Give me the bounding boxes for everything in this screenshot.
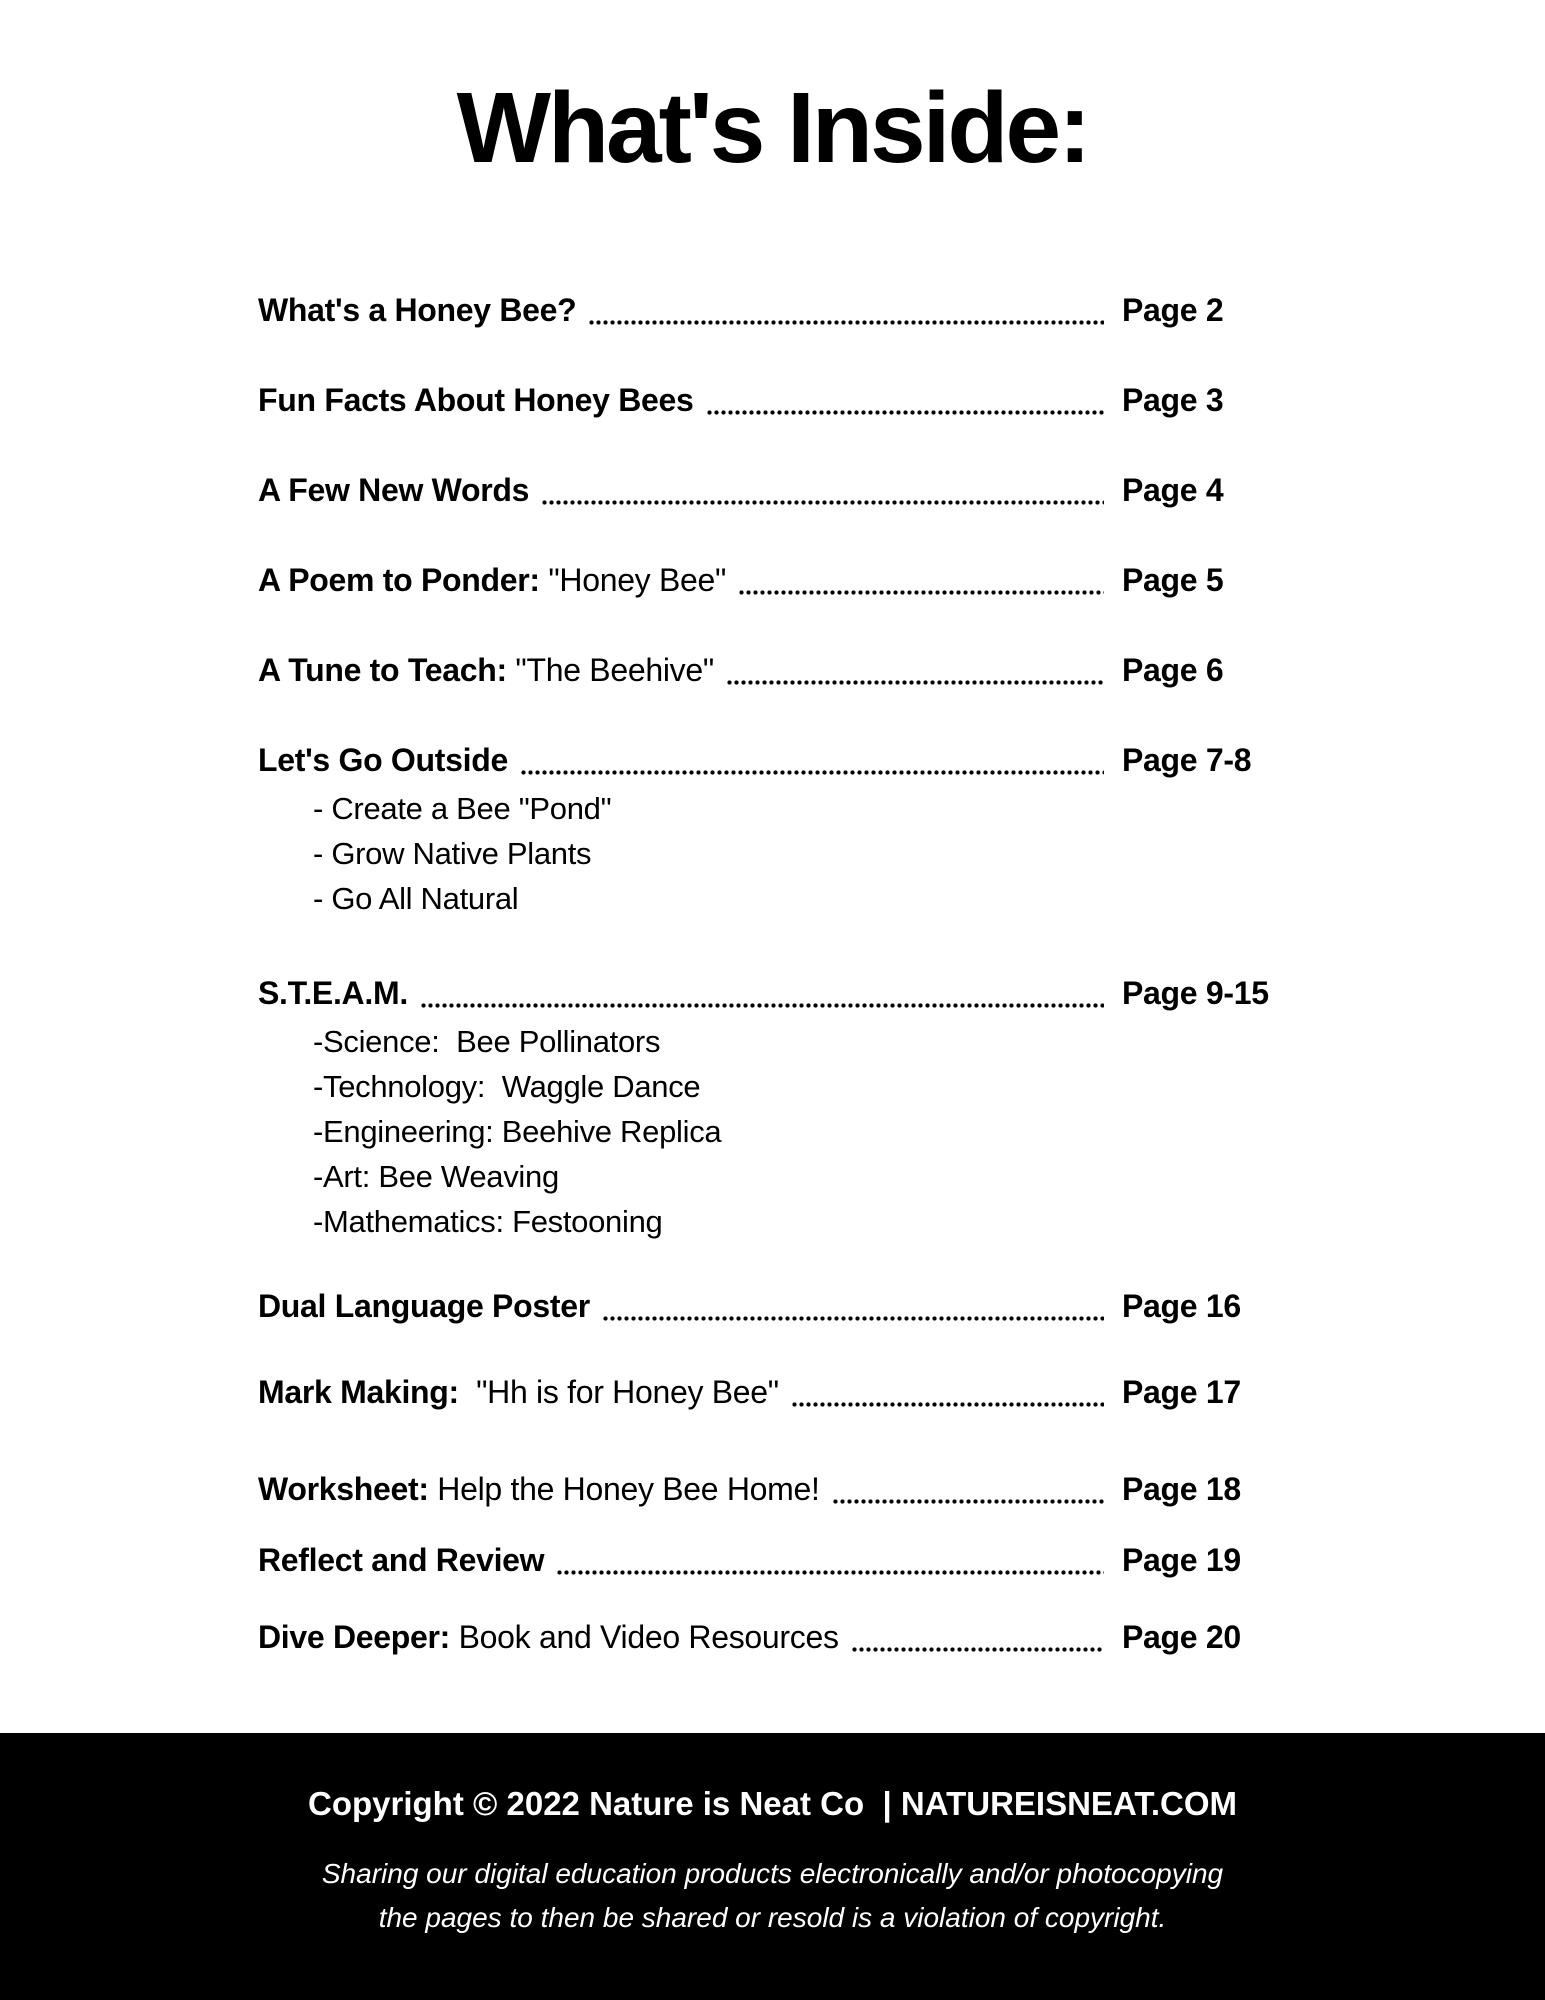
dot-leader: [706, 410, 1104, 415]
toc-entry-page: Page 2: [1122, 292, 1224, 328]
toc-entry: [258, 1284, 1302, 1329]
toc-entry-label-bold: A Few New Words: [258, 472, 530, 508]
toc-entry-label: [258, 971, 408, 1016]
toc-sub-item: - Create a Bee "Pond": [313, 791, 612, 826]
copyright-footer: [0, 1733, 1545, 2000]
toc-entry-group: [258, 738, 1302, 921]
toc-entry-label-normal: Book and Video Resources: [450, 1619, 839, 1655]
toc-entry-label-normal: Help the Honey Bee Home!: [428, 1471, 820, 1507]
toc-entry-label-normal: "The Beehive": [506, 652, 714, 688]
toc-entry-label: [258, 1370, 779, 1415]
toc-entry-label-bold: Mark Making:: [258, 1374, 459, 1410]
dot-leader: [556, 1570, 1104, 1575]
toc-entry-label: [258, 1615, 839, 1660]
table-of-contents: [258, 288, 1302, 1660]
toc-entry-page: Page 6: [1122, 652, 1224, 688]
toc-entry-label: [258, 1538, 544, 1583]
toc-entry-page: Page 18: [1122, 1471, 1241, 1507]
toc-entry-label-normal: "Honey Bee": [539, 562, 727, 598]
dot-leader: [851, 1647, 1104, 1652]
toc-entry-label: [258, 648, 714, 693]
toc-entry-page: Page 16: [1122, 1288, 1241, 1324]
toc-entry-page: Page 17: [1122, 1374, 1241, 1410]
toc-sub-item: -Mathematics: Festooning: [313, 1204, 663, 1239]
toc-sub-list: [313, 786, 1302, 921]
page-title: What's Inside:: [456, 72, 1089, 184]
toc-entry-label-bold: Fun Facts About Honey Bees: [258, 382, 694, 418]
dot-leader: [588, 320, 1104, 325]
toc-sub-item: -Engineering: Beehive Replica: [313, 1114, 722, 1149]
toc-sub-item: - Grow Native Plants: [313, 836, 592, 871]
toc-entry-page: Page 4: [1122, 472, 1224, 508]
toc-entry-label-bold: Dive Deeper:: [258, 1619, 451, 1655]
toc-sub-item: -Science: Bee Pollinators: [313, 1024, 661, 1059]
toc-entry: [258, 738, 1302, 783]
toc-entry-label-bold: A Tune to Teach:: [258, 652, 507, 688]
toc-entry: [258, 378, 1302, 423]
toc-sub-item: -Art: Bee Weaving: [313, 1159, 559, 1194]
copyright-line: Copyright © 2022 Nature is Neat Co | NATUREISNEAT.COM: [308, 1785, 1237, 1822]
toc-entry-page: Page 19: [1122, 1542, 1241, 1578]
toc-entry-label: [258, 468, 529, 513]
toc-entry: [258, 1538, 1302, 1583]
toc-entry-label-bold: Dual Language Poster: [258, 1288, 590, 1324]
toc-entry: [258, 288, 1302, 333]
disclaimer-line-1: Sharing our digital education products electronically and/or photocopying: [321, 1858, 1224, 1889]
dot-leader: [832, 1499, 1104, 1504]
toc-entry-label-bold: S.T.E.A.M.: [258, 975, 408, 1011]
dot-leader: [602, 1316, 1104, 1321]
toc-sub-item: -Technology: Waggle Dance: [313, 1069, 701, 1104]
toc-entry-page: Page 3: [1122, 382, 1224, 418]
toc-entry-label: [258, 738, 508, 783]
dot-leader: [726, 680, 1104, 685]
toc-entry-page: Page 5: [1122, 562, 1224, 598]
toc-entry-label-bold: What's a Honey Bee?: [258, 292, 577, 328]
toc-entry: [258, 1370, 1302, 1415]
toc-entry-group: [258, 971, 1302, 1244]
toc-entry: [258, 971, 1302, 1016]
toc-entry-label-bold: Worksheet:: [258, 1471, 429, 1507]
disclaimer-line-2: the pages to then be shared or resold is a violation of copyright.: [378, 1902, 1167, 1933]
toc-entry: [258, 648, 1302, 693]
toc-entry-label: [258, 378, 694, 423]
dot-leader: [541, 500, 1104, 505]
toc-entry-label-normal: "Hh is for Honey Bee": [458, 1374, 779, 1410]
toc-entry-page: Page 9-15: [1122, 975, 1269, 1011]
toc-sub-list: [313, 1019, 1302, 1244]
dot-leader: [791, 1402, 1104, 1407]
toc-entry-page: Page 20: [1122, 1619, 1241, 1655]
toc-entry: [258, 1467, 1302, 1512]
toc-entry-page: Page 7-8: [1122, 742, 1252, 778]
toc-entry-label-bold: Let's Go Outside: [258, 742, 508, 778]
toc-sub-item: - Go All Natural: [313, 881, 519, 916]
toc-entry: [258, 1615, 1302, 1660]
dot-leader: [520, 770, 1104, 775]
toc-entry-label: [258, 1284, 590, 1329]
toc-entry-label: [258, 558, 726, 603]
toc-entry-label-bold: A Poem to Ponder:: [258, 562, 540, 598]
toc-entry-label-bold: Reflect and Review: [258, 1542, 545, 1578]
toc-entry-label: [258, 1467, 820, 1512]
dot-leader: [738, 590, 1104, 595]
toc-entry: [258, 468, 1302, 513]
toc-entry-label: [258, 288, 576, 333]
copyright-disclaimer: [0, 1852, 1545, 1940]
toc-entry: [258, 558, 1302, 603]
dot-leader: [420, 1003, 1104, 1008]
